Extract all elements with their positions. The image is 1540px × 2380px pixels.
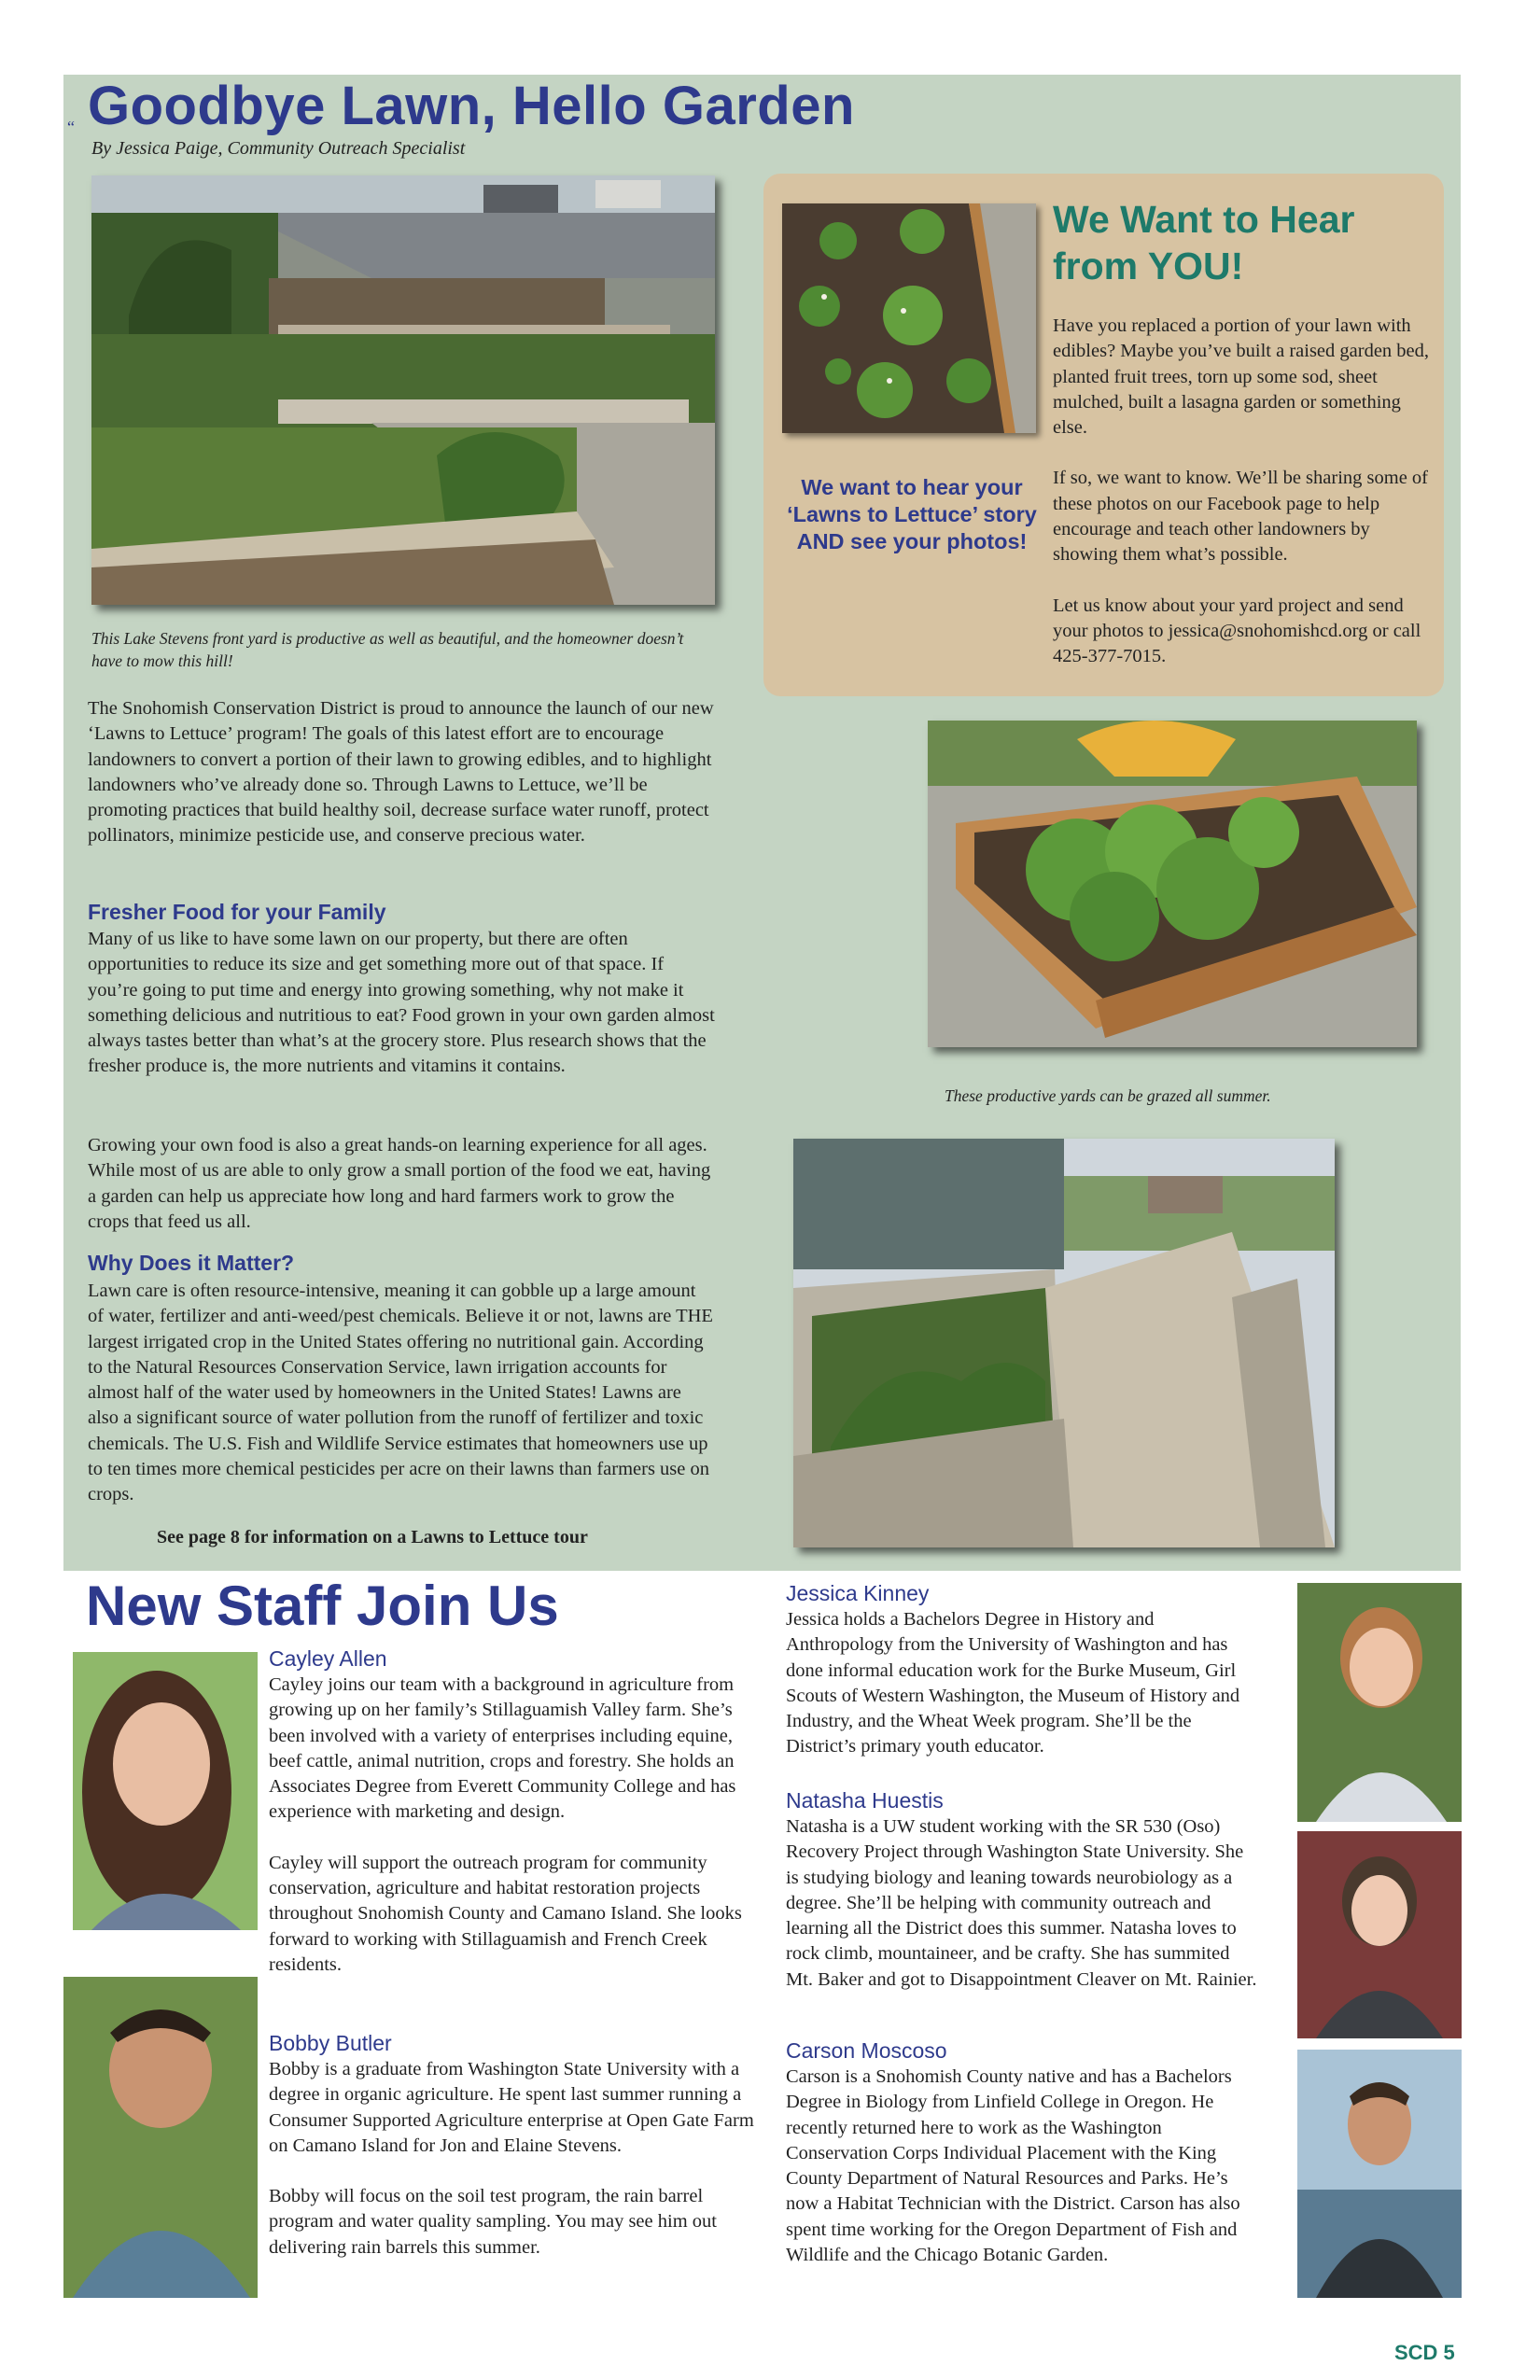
- spinach-raised-bed-photo: [928, 721, 1417, 1047]
- staff-bio-natasha: Natasha is a UW student working with the SR 530 (Oso) Recovery Project through Washington State University. She is studying biology and leaning towards neurobiology as a degree. She’ll be helping with community outreach and learning all the District does this summer. Natasha loves to rock climb, mountaineer, and be crafty. She has summited Mt. Baker and got to Disappointment Cleaver on Mt. Rainier.: [786, 1816, 1257, 1990]
- article-title: Goodbye Lawn, Hello Garden: [88, 76, 855, 136]
- page-number: SCD 5: [1394, 2341, 1455, 2364]
- section1-paragraph-2: Growing your own food is also a great hands-on learning experience for all ages. While most of us are able to only grow a small portion of the food we eat, having a garden can help us appreciate how long and hard farmers work to grow the crops that feed us all.: [88, 1135, 711, 1232]
- avatar-bobby-butler: [63, 1977, 258, 2298]
- callout-paragraph-3: Let us know about your yard project and send your photos to jessica@snohomishcd.org or call 425-377-7015.: [1053, 595, 1421, 667]
- callout-paragraph-1: Have you replaced a portion of your lawn with edibles? Maybe you’ve built a raised garden bed, planted fruit trees, torn up some sod, sheet mulched, built a lasagna garden or something else.: [1053, 315, 1430, 439]
- staff-bio-carson: Carson is a Snohomish County native and has a Bachelors Degree in Biology from Linfield College in Oregon. He recently returned here to work as the Washington Conservation Corps Individual Placement with the King County Department of Natural Resources and Parks. He’s now a Habitat Technician with the District. Carson has also spent time working for the Oregon Department of Fish and Wildlife and the Chicago Botanic Garden.: [786, 2066, 1240, 2266]
- staff-heading: New Staff Join Us: [86, 1575, 559, 1637]
- callout-paragraph-2: If so, we want to know. We’ll be sharing some of these photos on our Facebook page to help encourage and teach other landowners by showing them what’s possible.: [1053, 468, 1429, 566]
- portrait-photo-icon: [63, 1977, 258, 2298]
- avatar-carson-moscoso: [1297, 2050, 1462, 2298]
- staff-name-carson-moscoso: Carson Moscoso: [786, 2038, 947, 2063]
- byline: By Jessica Paige, Community Outreach Specialist: [91, 138, 466, 159]
- staff-cayley-allen: [269, 1645, 760, 1978]
- section-heading-why-matter: Why Does it Matter?: [88, 1251, 295, 1275]
- photo-raised-bed: [928, 721, 1417, 1047]
- staff-jessica-kinney: [786, 1579, 1260, 1760]
- photo-strawberries: [782, 203, 1036, 433]
- quote-mark: “: [67, 118, 75, 136]
- intro-paragraph: The Snohomish Conservation District is proud to announce the launch of our new ‘Lawns to Lettuce’ program! The goals of this latest effort are to encourage landowners to convert a portion of their lawn to growing edibles, and to highlight landowners who’ve already done so. Through Lawns to Lettuce, we’ll be promoting practices that build healthy soil, decrease surface water runoff, protect pollinators, minimize pesticide use, and conserve precious water.: [88, 698, 714, 847]
- staff-bio-jessica: Jessica holds a Bachelors Degree in History and Anthropology from the University of Washington and has done informal education work for the Burke Museum, Girl Scouts of Western Washington, the Museum of History and Industry, and the Wheat Week program. She’ll be the District’s primary youth educator.: [786, 1609, 1240, 1757]
- side-yard-beds-photo: [793, 1139, 1335, 1547]
- staff-name-cayley-allen: Cayley Allen: [269, 1646, 387, 1671]
- staff-bobby-butler: [269, 2029, 760, 2261]
- staff-bio-bobby-2: Bobby will focus on the soil test program, the rain barrel program and water quality sampling. You may see him out delivering rain barrels this summer.: [269, 2186, 717, 2258]
- staff-carson-moscoso: [786, 2037, 1260, 2268]
- strawberry-bed-photo: [782, 203, 1036, 433]
- portrait-photo-icon: [1297, 1831, 1462, 2038]
- portrait-photo-icon: [73, 1652, 258, 1930]
- callout-title: We Want to Hear from YOU!: [1053, 198, 1355, 287]
- section-heading-fresher-food: Fresher Food for your Family: [88, 900, 386, 924]
- section2-paragraph-1: Lawn care is often resource-intensive, meaning it can gobble up a large amount of water, fertilizer and anti-weed/pest chemicals. Believe it or not, lawns are THE largest irrigated crop in the United States offering no nutritional gain. According to the Natural Resources Conservation Service, lawn irrigation accounts for almost half of the water used by homeowners in the United States! Lawns are also a significant source of water pollution from the runoff of fertilizer and toxic chemicals. The U.S. Fish and Wildlife Service estimates that homeowners use up to ten times more chemical pesticides per acre on their lawns than farmers use on crops.: [88, 1281, 713, 1505]
- photo-side-yard: [793, 1139, 1335, 1547]
- staff-bio-cayley-1: Cayley joins our team with a background in agriculture from growing up on her family’s Stillaguamish Valley farm. She’s been involved with a variety of enterprises including equine, beef cattle, animal nutrition, crops and forestry. She holds an Associates Degree from Everett Community College and has experience with marketing and design.: [269, 1674, 736, 1823]
- callout-body: [1053, 314, 1435, 670]
- staff-bio-cayley-2: Cayley will support the outreach program for community conservation, agriculture and habitat restoration projects throughout Snohomish County and Camano Island. She looks forward to working with Stillaguamish and French Creek residents.: [269, 1852, 742, 1975]
- terraced-raised-beds-photo: [91, 175, 715, 605]
- staff-name-jessica-kinney: Jessica Kinney: [786, 1581, 930, 1605]
- avatar-natasha-huestis: [1297, 1831, 1462, 2038]
- portrait-photo-icon: [1297, 2050, 1462, 2298]
- photo-front-yard: [91, 175, 715, 605]
- portrait-photo-icon: [1297, 1583, 1462, 1822]
- staff-name-natasha-huestis: Natasha Huestis: [786, 1788, 944, 1813]
- tour-note: See page 8 for information on a Lawns to Lettuce tour: [157, 1527, 588, 1547]
- photo-caption-front-yard: This Lake Stevens front yard is productive as well as beautiful, and the homeowner doesn’t have to mow this hill!: [91, 629, 684, 670]
- section1-paragraph-1: Many of us like to have some lawn on our property, but there are often opportunities to reduce its size and get something more out of that space. If you’re going to put time and energy into growing something, why not make it something delicious and nutritious to eat? Food grown in your own garden almost always tastes better than what’s at the grocery store. Plus research shows that the fresher produce is, the more nutrients and vitamins it contains.: [88, 929, 715, 1077]
- avatar-jessica-kinney: [1297, 1583, 1462, 1822]
- avatar-cayley-allen: [73, 1652, 258, 1930]
- callout-side-text: We want to hear your ‘Lawns to Lettuce’ story AND see your photos!: [787, 475, 1037, 553]
- staff-name-bobby-butler: Bobby Butler: [269, 2031, 392, 2055]
- photo-caption-raised-bed: These productive yards can be grazed all summer.: [945, 1086, 1271, 1105]
- staff-natasha-huestis: [786, 1786, 1260, 1993]
- staff-bio-bobby-1: Bobby is a graduate from Washington State University with a degree in organic agriculture. He spent last summer running a Consumer Supported Agriculture enterprise at Open Gate Farm on Camano Island for Jon and Elaine Stevens.: [269, 2059, 754, 2156]
